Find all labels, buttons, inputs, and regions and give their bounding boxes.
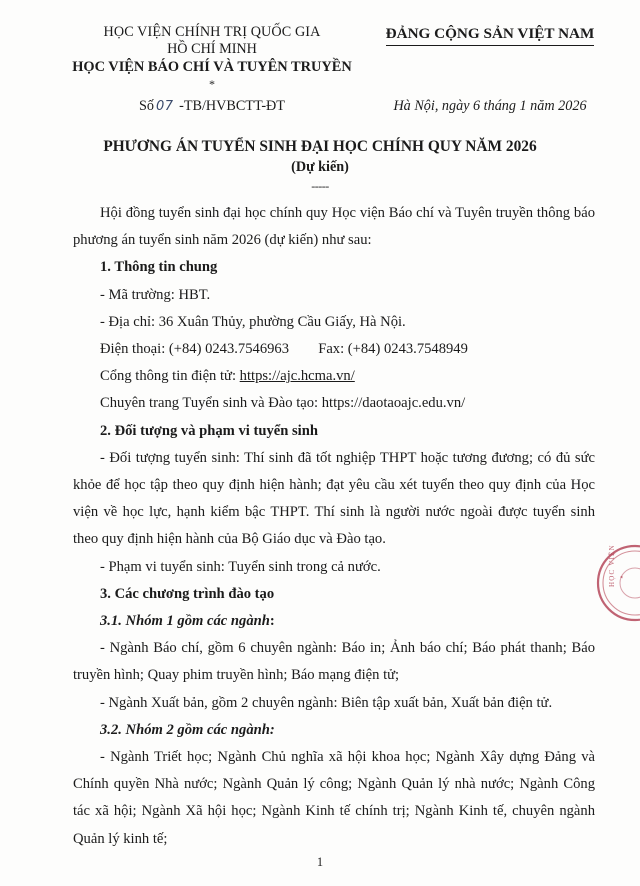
portal-line xyxy=(73,363,595,390)
intro-paragraph: Hội đồng tuyển sinh đại học chính quy Học viện Báo chí và Tuyên truyền thông báo phương án tuyển sinh năm 2026 (dự kiến) như sau: xyxy=(73,205,595,249)
svg-text:HỌC VIỆN: HỌC VIỆN xyxy=(608,544,616,587)
page-title: PHƯƠNG ÁN TUYỂN SINH ĐẠI HỌC CHÍNH QUY NĂM 2026 xyxy=(103,138,537,155)
portal-url-link[interactable]: https://ajc.hcma.vn/ xyxy=(239,368,355,385)
document-number xyxy=(62,96,362,117)
section-heading-2: 2. Đối tượng và phạm vi tuyển sinh xyxy=(100,422,318,439)
subsection-heading-3-2 xyxy=(73,717,595,744)
document-header xyxy=(0,24,640,134)
contact-phone-fax-line xyxy=(73,336,595,363)
section-3-1-item-0: - Ngành Báo chí, gồm 6 chuyên ngành: Báo in; Ảnh báo chí; Báo phát thanh; Báo truyền hình; Quay phim truyền hình; Báo mạng điện tử; xyxy=(73,640,595,684)
section-3-2-item-0: - Ngành Triết học; Ngành Chủ nghĩa xã hội khoa học; Ngành Xây dựng Đảng và Chính quyền Nhà nước; Ngành Quản lý công; Ngành Quản lý nhà nước; Ngành Công tác xã hội; Ngành Xã hội học; Ngành Kinh tế chính trị; Ngành Kinh tế, chuyên ngành Quản lý kinh tế; xyxy=(73,749,595,847)
document-number-handwritten-value: 07 xyxy=(156,99,174,114)
subsection-3-1-title: 3.1. Nhóm 1 gồm các ngành xyxy=(100,613,270,630)
document-body xyxy=(73,200,595,853)
document-number-prefix: Số xyxy=(139,98,154,114)
section-1-item-1: - Địa chỉ: 36 Xuân Thủy, phường Cầu Giấy, Hà Nội. xyxy=(100,313,406,330)
national-motto: ĐẢNG CỘNG SẢN VIỆT NAM xyxy=(386,24,595,46)
title-block xyxy=(0,136,640,194)
separator-asterisk: * xyxy=(209,77,215,91)
subsection-3-1-tail: : xyxy=(269,613,275,630)
national-header-block xyxy=(365,24,615,116)
section-1-item-0: - Mã trường: HBT. xyxy=(100,286,211,303)
page-number: 1 xyxy=(316,855,324,869)
seal-icon xyxy=(596,527,640,639)
section-heading-1: 1. Thông tin chung xyxy=(100,259,218,276)
section-3-1-item-1: - Ngành Xuất bản, gồm 2 chuyên ngành: Biên tập xuất bản, Xuất bản điện tử. xyxy=(100,694,553,711)
document-number-suffix: -TB/HVBCTT-ĐT xyxy=(179,98,285,114)
page-subtitle: (Dự kiến) xyxy=(291,159,349,175)
official-seal-stamp xyxy=(596,527,640,639)
organization-line-2: HỒ CHÍ MINH xyxy=(167,41,257,57)
dateline: Hà Nội, ngày 6 tháng 1 năm 2026 xyxy=(393,98,587,114)
issuing-organization-block xyxy=(62,24,362,117)
section-heading-3: 3. Các chương trình đào tạo xyxy=(100,585,275,602)
admissions-portal-line: Chuyên trang Tuyển sinh và Đào tạo: https://daotaoajc.edu.vn/ xyxy=(100,395,466,412)
portal-label: Cổng thông tin điện tử: xyxy=(100,368,240,385)
section-2-scope: - Phạm vi tuyển sinh: Tuyển sinh trong cả nước. xyxy=(100,558,381,575)
section-2-paragraph: - Đối tượng tuyển sinh: Thí sinh đã tốt nghiệp THPT hoặc tương đương; có đủ sức khỏe để học tập theo quy định hiện hành; đạt yêu cầu xét tuyển theo quy định của Học viện về học lực, hạnh kiểm bậc THPT. Thí sinh là người nước ngoài được tuyển sinh theo quy định hiện hành của Bộ Giáo dục và Đào tạo. xyxy=(73,449,595,548)
phone-label: Điện thoại: (+84) 0243.7546963 xyxy=(100,341,290,358)
organization-line-3: HỌC VIỆN BÁO CHÍ VÀ TUYÊN TRUYỀN xyxy=(72,59,352,75)
subsection-3-2-title: 3.2. Nhóm 2 gồm các ngành: xyxy=(100,721,275,738)
national-motto-wrap xyxy=(365,24,615,46)
fax-label: Fax: (+84) 0243.7548949 xyxy=(318,341,468,358)
organization-line-1: HỌC VIỆN CHÍNH TRỊ QUỐC GIA xyxy=(103,24,321,40)
subsection-heading-3-1 xyxy=(73,608,595,635)
title-divider: ----- xyxy=(311,179,329,193)
